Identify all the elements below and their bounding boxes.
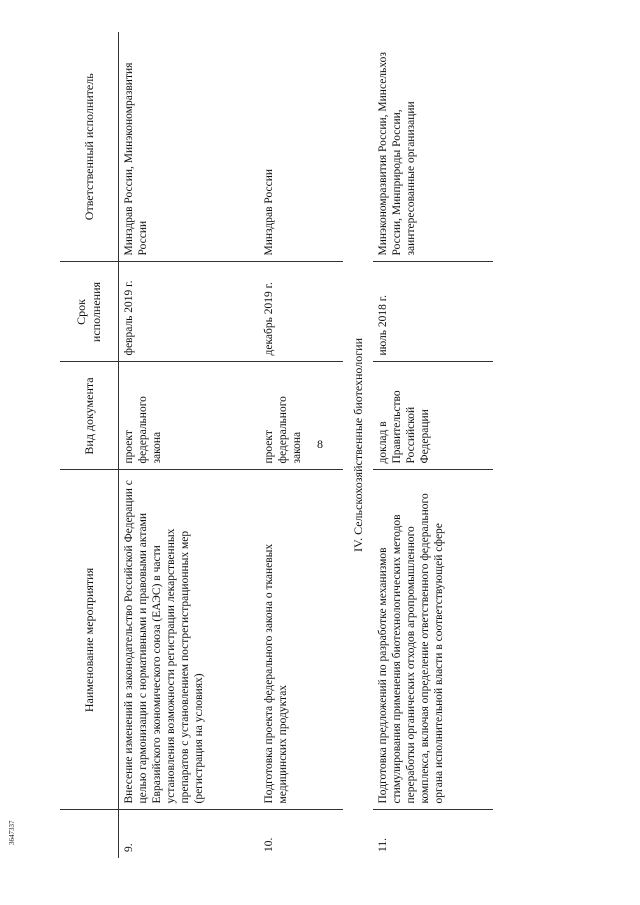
rotated-table-container — [60, 32, 492, 858]
row-doc-type: проект федерального закона — [119, 362, 259, 470]
row-action: Подготовка предложений по разработке механизмов стимулирования применения биотехнологических методов переработки органических отходов агропромышленного комплекса, включая определение ответственного федерального органа исполнительной власти в соответствующей сфере — [373, 470, 493, 810]
row-doc-type: проект федерального закона — [259, 362, 343, 470]
plan-table — [60, 32, 493, 858]
header-doc-type: Вид документа — [60, 362, 119, 470]
header-responsible: Ответственный исполнитель — [60, 32, 119, 262]
row-deadline: декабрь 2019 г. — [259, 262, 343, 362]
table-row — [259, 32, 343, 858]
header-number — [60, 810, 119, 858]
table-header-row — [60, 32, 119, 858]
row-number: 10. — [262, 837, 275, 852]
row-action: Внесение изменений в законодательство Российской Федерации с целью гармонизации с нормативными и правовыми актами Евразийского экономического союза (ЕАЭС) в части установления возможности регистрации лекарственных препаратов с установлением пострегистрационных мер (регистрация на условиях) — [119, 470, 259, 810]
row-action: Подготовка проекта федерального закона о тканевых медицинских продуктах — [259, 470, 343, 810]
page-number: 8 — [317, 437, 323, 451]
document-id: 3647337 — [8, 820, 16, 845]
row-number: 11. — [377, 838, 390, 852]
header-deadline: Срок исполнения — [60, 262, 119, 362]
header-action: Наименование мероприятия — [60, 470, 119, 810]
row-doc-type: доклад в Правительство Российской Федерации — [373, 362, 493, 470]
row-responsible: Минэкономразвития России, Минсельхоз России, Минприроды России, заинтересованные организации — [373, 32, 493, 262]
row-responsible: Минздрав России — [259, 32, 343, 262]
row-number: 9. — [123, 843, 135, 852]
section-row — [343, 32, 374, 858]
row-responsible: Минздрав России, Минэкономразвития России — [119, 32, 259, 262]
table-row — [119, 32, 259, 858]
row-deadline: июль 2018 г. — [373, 262, 493, 362]
row-deadline: февраль 2019 г. — [119, 262, 259, 362]
table-row — [373, 32, 493, 858]
section-title: IV. Сельскохозяйственные биотехнологии — [350, 337, 365, 553]
